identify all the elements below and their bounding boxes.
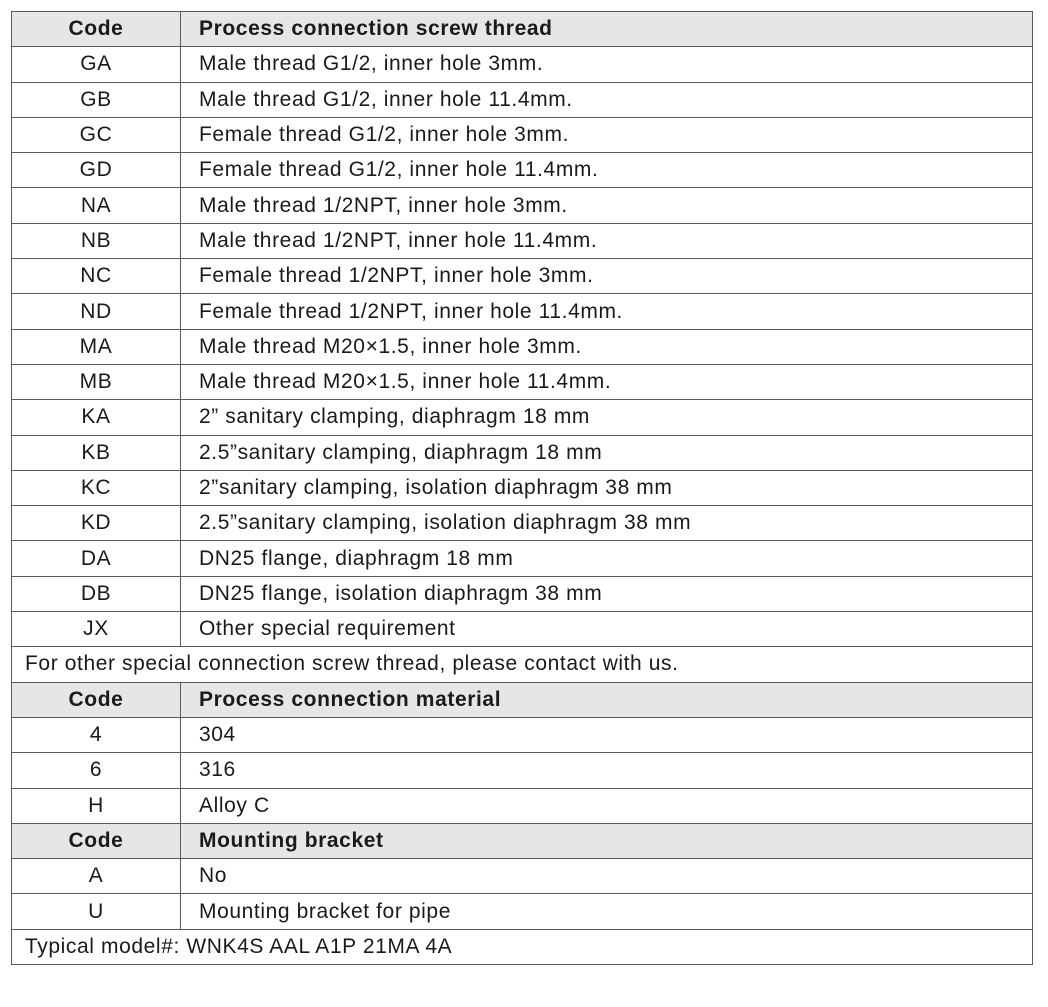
code-header: Code (12, 12, 181, 47)
code-header: Code (12, 682, 181, 717)
code-cell: JX (12, 612, 181, 647)
code-cell: MA (12, 329, 181, 364)
code-cell: DA (12, 541, 181, 576)
table-row (12, 435, 1033, 470)
description-cell: Male thread M20×1.5, inner hole 11.4mm. (181, 364, 1033, 399)
code-cell: KB (12, 435, 181, 470)
code-cell: NC (12, 259, 181, 294)
table-row (12, 753, 1033, 788)
table-row (12, 788, 1033, 823)
code-cell: KD (12, 506, 181, 541)
description-cell: Male thread G1/2, inner hole 3mm. (181, 47, 1033, 82)
code-cell: U (12, 894, 181, 929)
code-cell: 4 (12, 717, 181, 752)
code-cell: GA (12, 47, 181, 82)
footer-row (12, 929, 1033, 964)
table-row (12, 329, 1033, 364)
typical-model: Typical model#: WNK4S AAL A1P 21MA 4A (12, 929, 1033, 964)
thread-note: For other special connection screw thread, please contact with us. (12, 647, 1033, 682)
description-cell: Male thread 1/2NPT, inner hole 3mm. (181, 188, 1033, 223)
description-cell: No (181, 859, 1033, 894)
description-cell: 2.5”sanitary clamping, isolation diaphragm 38 mm (181, 506, 1033, 541)
table-row (12, 470, 1033, 505)
table-row (12, 859, 1033, 894)
code-cell: KC (12, 470, 181, 505)
table-row (12, 894, 1033, 929)
table-header-row (12, 12, 1033, 47)
description-cell: DN25 flange, isolation diaphragm 38 mm (181, 576, 1033, 611)
description-cell: 2”sanitary clamping, isolation diaphragm 38 mm (181, 470, 1033, 505)
description-cell: Female thread 1/2NPT, inner hole 3mm. (181, 259, 1033, 294)
table-row (12, 541, 1033, 576)
table-header-row (12, 682, 1033, 717)
description-cell: Male thread M20×1.5, inner hole 3mm. (181, 329, 1033, 364)
description-cell: Male thread G1/2, inner hole 11.4mm. (181, 82, 1033, 117)
code-cell: NA (12, 188, 181, 223)
note-row (12, 647, 1033, 682)
table-row (12, 223, 1033, 258)
description-cell: Mounting bracket for pipe (181, 894, 1033, 929)
spec-table (11, 11, 1033, 965)
table-row (12, 294, 1033, 329)
table-row (12, 400, 1033, 435)
table-row (12, 153, 1033, 188)
table-row (12, 364, 1033, 399)
thread-header: Process connection screw thread (181, 12, 1033, 47)
table-header-row (12, 823, 1033, 858)
table-row (12, 259, 1033, 294)
table-row (12, 188, 1033, 223)
description-cell: Alloy C (181, 788, 1033, 823)
table-row (12, 82, 1033, 117)
code-cell: NB (12, 223, 181, 258)
table-row (12, 612, 1033, 647)
code-cell: MB (12, 364, 181, 399)
description-cell: Female thread 1/2NPT, inner hole 11.4mm. (181, 294, 1033, 329)
code-cell: KA (12, 400, 181, 435)
description-cell: 2” sanitary clamping, diaphragm 18 mm (181, 400, 1033, 435)
material-header: Process connection material (181, 682, 1033, 717)
code-cell: GC (12, 117, 181, 152)
description-cell: 304 (181, 717, 1033, 752)
code-cell: GD (12, 153, 181, 188)
table-row (12, 117, 1033, 152)
table-row (12, 47, 1033, 82)
code-cell: 6 (12, 753, 181, 788)
code-cell: ND (12, 294, 181, 329)
table-row (12, 576, 1033, 611)
description-cell: Female thread G1/2, inner hole 11.4mm. (181, 153, 1033, 188)
bracket-header: Mounting bracket (181, 823, 1033, 858)
table-row (12, 717, 1033, 752)
description-cell: DN25 flange, diaphragm 18 mm (181, 541, 1033, 576)
description-cell: 316 (181, 753, 1033, 788)
description-cell: Other special requirement (181, 612, 1033, 647)
description-cell: 2.5”sanitary clamping, diaphragm 18 mm (181, 435, 1033, 470)
code-cell: A (12, 859, 181, 894)
table-row (12, 506, 1033, 541)
code-cell: H (12, 788, 181, 823)
description-cell: Male thread 1/2NPT, inner hole 11.4mm. (181, 223, 1033, 258)
code-cell: DB (12, 576, 181, 611)
description-cell: Female thread G1/2, inner hole 3mm. (181, 117, 1033, 152)
code-cell: GB (12, 82, 181, 117)
code-header: Code (12, 823, 181, 858)
